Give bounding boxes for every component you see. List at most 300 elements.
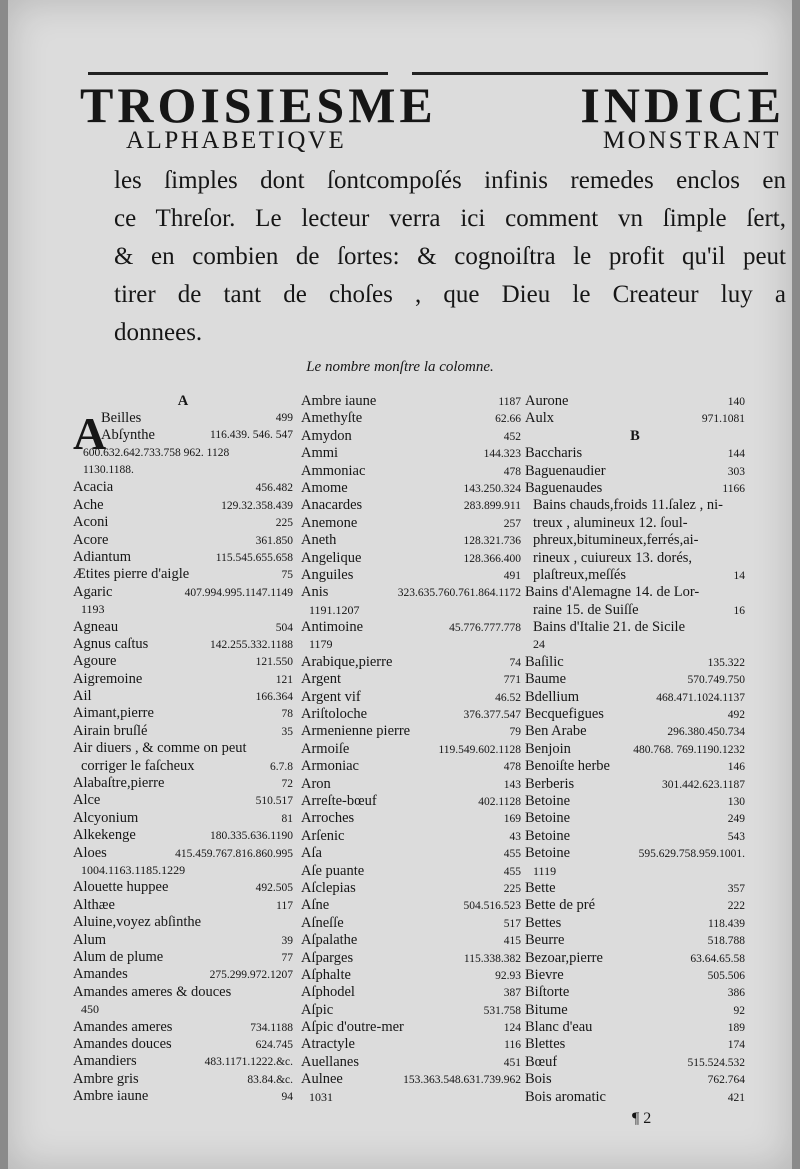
index-entry <box>301 723 521 740</box>
entry-term: Adiantum <box>73 548 131 565</box>
entry-ref: 1187 <box>498 396 521 408</box>
entry-ref: 143.250.324 <box>463 482 521 495</box>
index-entry <box>525 602 745 619</box>
index-entry <box>301 932 521 949</box>
entry-term: Amandes ameres & douces <box>73 983 232 1000</box>
entry-term: Bitume <box>525 1001 568 1018</box>
entry-term: Biſtorte <box>525 984 570 1001</box>
entry-term: Aulnee <box>301 1071 343 1088</box>
entry-ref: 531.758 <box>483 1004 521 1017</box>
entry-ref: 128.321.736 <box>463 535 521 548</box>
entry-term: Aſpalathe <box>301 932 358 949</box>
index-entry <box>73 566 293 583</box>
entry-ref: 81 <box>281 812 293 825</box>
entry-ref: 734.1188 <box>250 1021 293 1034</box>
index-entry <box>73 1036 293 1053</box>
entry-ref: 116 <box>504 1039 521 1052</box>
index-entry <box>525 567 745 584</box>
entry-term: Anis <box>301 584 329 601</box>
entry-term: Amandiers <box>73 1053 137 1070</box>
entry-term: Baccharis <box>525 445 583 462</box>
entry-ref: 415.459.767.816.860.995 <box>175 847 293 860</box>
entry-ref: 63.64.65.58 <box>690 952 745 965</box>
index-entry <box>525 845 745 862</box>
entry-term: Ache <box>73 496 104 513</box>
entry-ref: 225 <box>503 882 521 895</box>
entry-ref: 79 <box>509 726 521 739</box>
entry-ref: 174 <box>727 1039 745 1052</box>
entry-ref: 74 <box>509 656 521 669</box>
entry-ref: 518.788 <box>707 935 745 948</box>
index-entry <box>73 827 293 844</box>
column-note: Le nombre monſtre la colomne. <box>306 359 494 375</box>
entry-ref: 35 <box>281 725 293 738</box>
entry-term: plaſtreux,meſſés <box>533 566 627 583</box>
entry-ref: 451 <box>503 1056 521 1069</box>
index-entry <box>525 410 745 427</box>
entry-term: Anemone <box>301 514 358 531</box>
entry-ref: 478 <box>503 465 521 478</box>
entry-ref: 492.505 <box>255 882 293 895</box>
index-entry <box>525 463 745 480</box>
index-entry <box>301 863 521 880</box>
index-entry <box>301 915 521 932</box>
entry-term: Atractyle <box>301 1036 355 1053</box>
index-entry <box>525 897 745 914</box>
entry-term: Ammi <box>301 445 339 462</box>
entry-term: Ætites pierre d'aigle <box>73 566 190 583</box>
entry-ref: 72 <box>281 778 293 791</box>
entry-ref: 78 <box>281 708 293 721</box>
entry-ref: 468.471.1024.1137 <box>656 691 745 704</box>
entry-ref: 296.380.450.734 <box>667 726 745 739</box>
entry-term: Bains d'Alemagne 14. de Lor- <box>525 584 700 601</box>
entry-term: Aſe puante <box>301 862 365 879</box>
entry-ref: 117 <box>276 899 293 912</box>
entry-term: Agneau <box>73 618 119 635</box>
entry-term: Alum de plume <box>73 948 164 965</box>
entry-term: Ambre gris <box>73 1070 139 1087</box>
entry-term: Anacardes <box>301 497 363 514</box>
entry-term: Benjoin <box>525 740 571 757</box>
entry-ref: 166.364 <box>255 691 293 704</box>
index-entry <box>301 967 521 984</box>
entry-term: Arſenic <box>301 827 345 844</box>
entry-term: Baguenaudes <box>525 479 603 496</box>
entry-term: Armoniac <box>301 758 359 775</box>
entry-ref: 39 <box>281 934 293 947</box>
entry-term: Aconi <box>73 514 109 531</box>
entry-ref: 118.439 <box>708 917 745 930</box>
index-entry <box>301 758 521 775</box>
index-entry <box>525 1036 745 1053</box>
entry-term: Arabique,pierre <box>301 653 393 670</box>
entry-term: Bains d'Italie 21. de Sicile <box>533 619 686 636</box>
intro-line: donnees. <box>114 319 203 346</box>
index-column-3 <box>525 393 745 1106</box>
entry-ref: 303 <box>727 465 745 478</box>
entry-ref: 492 <box>727 709 745 722</box>
index-entry <box>73 792 293 809</box>
entry-term: Argent vif <box>301 688 361 705</box>
entry-term: Amandes <box>73 966 128 983</box>
entry-ref: 225 <box>275 517 293 530</box>
index-entry <box>301 950 521 967</box>
page-title: TROISIESME INDICE <box>80 77 785 133</box>
entry-ref: 504 <box>275 621 293 634</box>
entry-term: Bains chauds,froids 11.ſalez , ni- <box>533 497 723 514</box>
entry-ref: 189 <box>727 1022 745 1035</box>
entry-term: Alkekenge <box>73 827 136 844</box>
entry-term: Betoine <box>525 845 571 862</box>
entry-term: Aſa <box>301 845 322 862</box>
index-entry <box>73 914 293 931</box>
entry-continuation: 1191.1207 <box>309 602 360 617</box>
entry-ref: 14 <box>733 569 745 582</box>
entry-term: Aurone <box>525 393 569 409</box>
entry-continuation: 450 <box>81 1002 99 1017</box>
entry-term: Anguiles <box>301 566 354 583</box>
index-entry <box>301 619 521 636</box>
entry-ref: 771 <box>503 674 521 687</box>
entry-ref: 144 <box>727 448 745 461</box>
index-entry <box>525 776 745 793</box>
entry-term: Arreſte-bœuf <box>301 792 377 809</box>
entry-term: Bezoar,pierre <box>525 949 603 966</box>
entry-term: Bette de pré <box>525 897 596 914</box>
entry-term: Argent <box>301 671 342 688</box>
index-entry <box>73 810 293 827</box>
index-entry <box>301 463 521 480</box>
index-entry <box>525 1071 745 1088</box>
index-entry <box>301 880 521 897</box>
entry-ref: 130 <box>727 795 745 808</box>
index-entry <box>73 984 293 1001</box>
entry-term: Airain bruſlé <box>73 722 148 739</box>
entry-ref: 180.335.636.1190 <box>210 830 293 843</box>
index-entry <box>73 497 293 514</box>
entry-ref: 491 <box>503 569 521 582</box>
index-entry <box>73 1088 293 1105</box>
index-entry <box>73 532 293 549</box>
index-entry <box>525 515 745 532</box>
index-entry <box>301 1071 521 1088</box>
entry-term: Ariſtoloche <box>301 706 368 723</box>
entry-continuation: 1004.1163.1185.1229 <box>81 862 186 877</box>
index-entry <box>73 1053 293 1070</box>
index-entry <box>73 949 293 966</box>
entry-term: Aluine,voyez abſinthe <box>73 914 202 931</box>
index-entry <box>525 967 745 984</box>
index-entry <box>525 480 745 497</box>
entry-term: phreux,bitumineux,ferrés,ai- <box>533 532 699 549</box>
entry-ref: 75 <box>281 569 293 582</box>
index-entry <box>73 653 293 670</box>
entry-ref: 257 <box>503 517 521 530</box>
index-entry <box>525 984 745 1001</box>
entry-ref: 121.550 <box>255 656 293 669</box>
index-entry <box>301 410 521 427</box>
intro-line: les ſimples dont ſontcompoſés infinis remedes enclos en <box>114 167 786 194</box>
entry-ref: 222 <box>727 900 745 913</box>
index-entry <box>73 705 293 722</box>
entry-term: Abſynthe <box>101 427 155 444</box>
entry-ref: 135.322 <box>707 656 745 669</box>
index-entry <box>73 479 293 496</box>
entry-ref: 515.524.532 <box>687 1056 745 1069</box>
entry-term: Agoure <box>73 653 117 670</box>
entry-ref: 124 <box>503 1022 521 1035</box>
entry-ref: 128.366.400 <box>463 552 521 565</box>
entry-term: raine 15. de Suiſſe <box>533 601 639 618</box>
index-entry <box>301 793 521 810</box>
entry-term: Baguenaudier <box>525 462 606 479</box>
entry-ref: 510.517 <box>255 795 293 808</box>
entry-ref: 92 <box>733 1004 745 1017</box>
index-column-1 <box>73 393 293 1105</box>
index-entry <box>301 567 521 584</box>
index-entry <box>525 550 745 567</box>
index-entry <box>301 532 521 549</box>
index-entry <box>301 897 521 914</box>
index-entry <box>525 706 745 723</box>
entry-ref: 478 <box>503 761 521 774</box>
entry-term: Bdellium <box>525 688 579 705</box>
entry-term: Ail <box>73 688 92 705</box>
top-rule-left <box>88 72 388 75</box>
entry-term: Alouette huppee <box>73 879 169 896</box>
book-page <box>8 0 792 1169</box>
entry-term: Air diuers , & comme on peut <box>73 740 247 757</box>
entry-ref: 971.1081 <box>701 413 745 426</box>
entry-ref: 504.516.523 <box>463 900 521 913</box>
entry-term: rineux , cuiureux 13. dorés, <box>533 549 693 566</box>
entry-term: Armoiſe <box>301 740 350 757</box>
index-entry <box>73 723 293 740</box>
entry-term: Ambre iaune <box>301 393 377 409</box>
entry-ref: 283.899.911 <box>463 500 521 513</box>
entry-ref: 83.84.&c. <box>247 1073 293 1086</box>
entry-term: corriger le faſcheux <box>81 757 195 774</box>
first-entry <box>73 408 293 477</box>
entry-continuation: 1193 <box>81 602 105 617</box>
letter-heading-a: A <box>177 393 189 409</box>
page-subtitle: ALPHABETIQVE MONSTRANT <box>126 127 781 154</box>
entry-ref: 142.255.332.1188 <box>210 638 293 651</box>
letter-heading-b: B <box>630 427 640 444</box>
index-entry <box>301 810 521 827</box>
entry-ref: 387 <box>503 987 521 1000</box>
index-entry <box>73 775 293 792</box>
index-entry <box>301 1036 521 1053</box>
entry-term: Armenienne pierre <box>301 723 411 740</box>
index-entry <box>301 428 521 445</box>
entry-ref: 376.377.547 <box>463 709 521 722</box>
index-entry <box>301 1019 521 1036</box>
entry-ref: 116.439. 546. 547 <box>210 429 293 442</box>
entry-term: Ammoniac <box>301 462 366 479</box>
intro-line: & en combien de ſortes: & cognoiſtra le profit qu'il peut <box>114 243 786 270</box>
entry-ref: 570.749.750 <box>687 674 745 687</box>
entry-ref: 402.1128 <box>478 795 521 808</box>
entry-ref: 92.93 <box>495 969 521 982</box>
entry-term: Acore <box>73 531 109 548</box>
index-entry <box>525 689 745 706</box>
entry-ref: 45.776.777.778 <box>449 622 521 635</box>
entry-ref: 543 <box>727 830 745 843</box>
entry-term: Bievre <box>525 966 564 983</box>
entry-ref: 361.850 <box>255 534 293 547</box>
entry-term: Berberis <box>525 775 575 792</box>
entry-ref: 275.299.972.1207 <box>209 969 293 982</box>
entry-ref: 16 <box>733 604 745 617</box>
index-entry <box>525 741 745 758</box>
entry-term: Aron <box>301 775 331 792</box>
index-entry <box>301 706 521 723</box>
index-entry <box>301 741 521 758</box>
index-entry <box>73 879 293 896</box>
entry-term: Agnus caſtus <box>73 635 149 652</box>
entry-term: Aſpic <box>301 1001 334 1018</box>
index-entry <box>525 758 745 775</box>
index-entry <box>301 828 521 845</box>
index-entry <box>525 1002 745 1019</box>
entry-term: Amandes ameres <box>73 1018 173 1035</box>
entry-ref: 46.52 <box>495 691 521 704</box>
index-entry <box>525 1054 745 1071</box>
index-column-2 <box>301 393 521 1106</box>
index-entry <box>73 897 293 914</box>
entry-ref: 144.323 <box>483 448 521 461</box>
entry-term: treux , alumineux 12. ſoul- <box>533 514 688 531</box>
entry-term: Bois aromatic <box>525 1088 606 1105</box>
index-entry <box>525 793 745 810</box>
entry-term: Aigremoine <box>73 670 143 687</box>
index-entry <box>73 758 293 775</box>
entry-term: Aſparges <box>301 949 354 966</box>
entry-term: Betoine <box>525 810 571 827</box>
entry-ref: 62.66 <box>495 413 521 426</box>
entry-term: Betoine <box>525 827 571 844</box>
entry-term: Amethyſte <box>301 410 363 427</box>
index-entry <box>73 740 293 757</box>
entry-ref: 129.32.358.439 <box>221 499 293 512</box>
entry-term: Aſne <box>301 897 330 914</box>
entry-ref: 455 <box>503 865 521 878</box>
index-entry <box>73 584 293 601</box>
entry-ref: 480.768. 769.1190.1232 <box>633 743 745 756</box>
entry-term: Aneth <box>301 532 337 549</box>
index-entry <box>525 1019 745 1036</box>
entry-ref: 153.363.548.631.739.962 <box>403 1074 521 1087</box>
entry-ref: 499 <box>275 412 293 425</box>
index-entry <box>525 723 745 740</box>
entry-ref: 6.7.8 <box>270 760 293 773</box>
entry-term: Acacia <box>73 479 114 496</box>
entry-ref: 483.1171.1222.&c. <box>204 1056 293 1069</box>
entry-ref: 452 <box>503 430 521 443</box>
entry-term: Aſpic d'outre-mer <box>301 1019 404 1036</box>
index-entry <box>525 915 745 932</box>
entry-term: Althæe <box>73 896 115 913</box>
index-entry <box>73 549 293 566</box>
entry-ref: 517 <box>503 917 521 930</box>
entry-term: Auellanes <box>301 1053 359 1070</box>
entry-ref: 323.635.760.761.864.1172 <box>397 587 521 600</box>
index-entry <box>301 393 521 410</box>
entry-term: Aſphalte <box>301 966 351 983</box>
entry-ref: 762.764 <box>707 1074 745 1087</box>
index-entry <box>301 497 521 514</box>
index-entry <box>301 480 521 497</box>
index-entry <box>525 532 745 549</box>
entry-ref: 146 <box>727 761 745 774</box>
index-entry <box>73 688 293 705</box>
entry-term: Beilles <box>101 410 142 427</box>
entry-ref: 43 <box>509 830 521 843</box>
index-entry <box>525 654 745 671</box>
intro-paragraph <box>114 162 786 352</box>
index-entry <box>525 584 745 601</box>
entry-term: Angelique <box>301 549 362 566</box>
entry-term: Amandes douces <box>73 1035 172 1052</box>
entry-term: Bette <box>525 879 556 896</box>
index-entry <box>73 932 293 949</box>
index-entry <box>73 1071 293 1088</box>
index-entry <box>525 1089 745 1106</box>
entry-term: Arroches <box>301 810 355 827</box>
entry-term: Aimant,pierre <box>73 705 154 722</box>
entry-term: Agaric <box>73 583 113 600</box>
entry-continuation: 1031 <box>309 1089 333 1104</box>
entry-continuation: 600.632.642.733.758 962. 1128 <box>83 447 230 460</box>
entry-term: Alabaſtre,pierre <box>73 775 165 792</box>
entry-term: Antimoine <box>301 619 364 636</box>
top-rule-right <box>412 72 768 75</box>
entry-term: Benoiſte herbe <box>525 758 610 775</box>
entry-term: Ben Arabe <box>525 723 587 740</box>
entry-ref: 415 <box>503 935 521 948</box>
entry-term: Aulx <box>525 410 554 427</box>
entry-ref: 121 <box>275 673 293 686</box>
entry-ref: 407.994.995.1147.1149 <box>184 586 293 599</box>
entry-term: Bœuf <box>525 1053 558 1070</box>
index-entry <box>73 636 293 653</box>
entry-term: Blanc d'eau <box>525 1019 593 1036</box>
entry-continuation: 1119 <box>533 863 557 878</box>
index-entry <box>301 550 521 567</box>
index-entry <box>301 515 521 532</box>
intro-line: tirer de tant de choſes , que Dieu le Createur luy a <box>114 281 786 308</box>
index-entry <box>301 671 521 688</box>
index-entry <box>73 845 293 862</box>
entry-ref: 624.745 <box>255 1038 293 1051</box>
entry-ref: 115.338.382 <box>463 952 521 965</box>
index-entry <box>525 880 745 897</box>
index-entry <box>73 966 293 983</box>
index-entry <box>525 619 745 636</box>
entry-term: Alce <box>73 792 101 809</box>
signature-mark: ¶ 2 <box>632 1110 652 1127</box>
index-entry <box>301 689 521 706</box>
entry-term: Beurre <box>525 932 565 949</box>
entry-ref: 421 <box>727 1091 745 1104</box>
index-entry <box>525 932 745 949</box>
index-entry <box>525 828 745 845</box>
index-entry <box>73 514 293 531</box>
entry-ref: 301.442.623.1187 <box>662 778 745 791</box>
entry-ref: 456.482 <box>255 482 293 495</box>
